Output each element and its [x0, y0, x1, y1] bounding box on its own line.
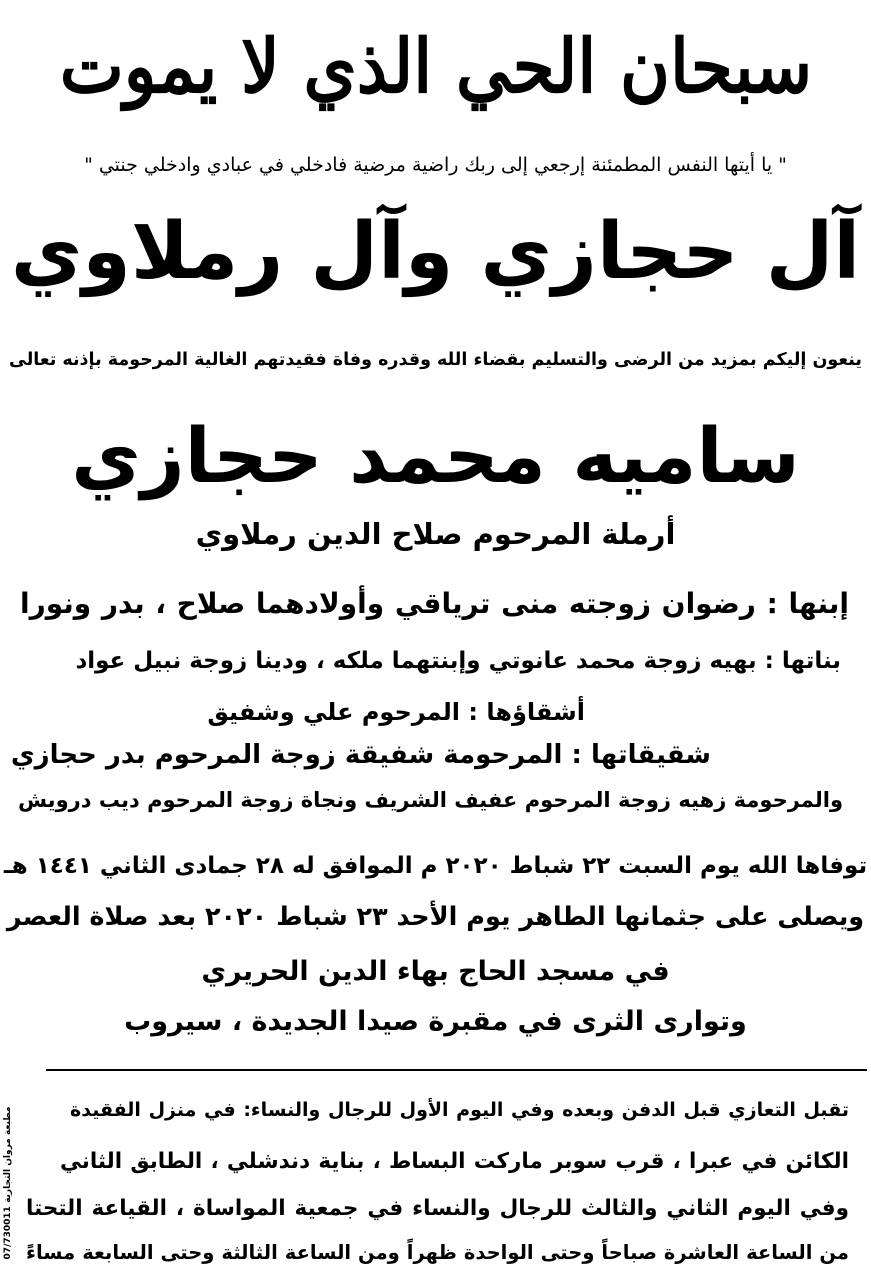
- header-calligraphy-text: سبحان الحي الذي لا يموت: [59, 24, 812, 110]
- death-date-line: توفاها الله يوم السبت ٢٢ شباط ٢٠٢٠ م الموافق له ٢٨ جمادى الثاني ١٤٤١ هـ: [3, 853, 868, 879]
- family-names: آل حجازي وآل رملاوي: [10, 207, 861, 297]
- deceased-name: ساميه محمد حجازي: [71, 411, 800, 500]
- son-line: إبنها : رضوان زوجته منى ترياقي وأولادهما صلاح ، بدر ونورا: [20, 587, 849, 620]
- announcement-text: ينعون إليكم بمزيد من الرضى والتسليم بقضاء الله وقدره وفاة فقيدتهم الغالية المرحومة بإذنه تعالى: [8, 350, 862, 370]
- header-calligraphy: [0, 8, 871, 126]
- daughters-line: بناتها : بهيه زوجة محمد عانوتي وإبنتهما ملكه ، ودينا زوجة نبيل عواد: [75, 648, 841, 674]
- brothers-line: أشقاؤها : المرحوم علي وشفيق: [207, 698, 585, 726]
- condolences-line-1: تقبل التعازي قبل الدفن وبعده وفي اليوم الأول للرجال والنساء: في منزل الفقيدة: [70, 1099, 849, 1121]
- sisters-line-continued: والمرحومة زهيه زوجة المرحوم عفيف الشريف ونجاة زوجة المرحوم ديب درويش: [18, 788, 843, 812]
- prayer-line: ويصلى على جثمانها الطاهر يوم الأحد ٢٣ شباط ٢٠٢٠ بعد صلاة العصر: [6, 902, 865, 932]
- printer-credit-text: مطبعة مروان التجارية 07/730011: [3, 1106, 13, 1260]
- widow-of-line: أرملة المرحوم صلاح الدين رملاوي: [195, 517, 676, 551]
- condolences-line-4: من الساعة العاشرة صباحاً وحتى الواحدة ظهراً ومن الساعة الثالثة وحتى السابعة مساءً: [26, 1241, 849, 1264]
- printer-credit: [0, 1108, 16, 1258]
- mosque-line: في مسجد الحاج بهاء الدين الحريري: [201, 956, 670, 987]
- quran-verse: " يا أيتها النفس المطمئنة إرجعي إلى ربك راضية مرضية فادخلي في عبادي وادخلي جنتي ": [84, 154, 787, 176]
- condolences-line-3: وفي اليوم الثاني والثالث للرجال والنساء في جمعية المواساة ، القياعة التحتا: [26, 1196, 849, 1221]
- burial-line: وتوارى الثرى في مقبرة صيدا الجديدة ، سيروب: [124, 1006, 747, 1037]
- condolences-line-2: الكائن في عبرا ، قرب سوبر ماركت البساط ، بناية دندشلي ، الطابق الثاني: [60, 1149, 849, 1174]
- sisters-line: شقيقاتها : المرحومة شفيقة زوجة المرحوم بدر حجازي: [10, 740, 711, 770]
- section-divider: [46, 1069, 867, 1071]
